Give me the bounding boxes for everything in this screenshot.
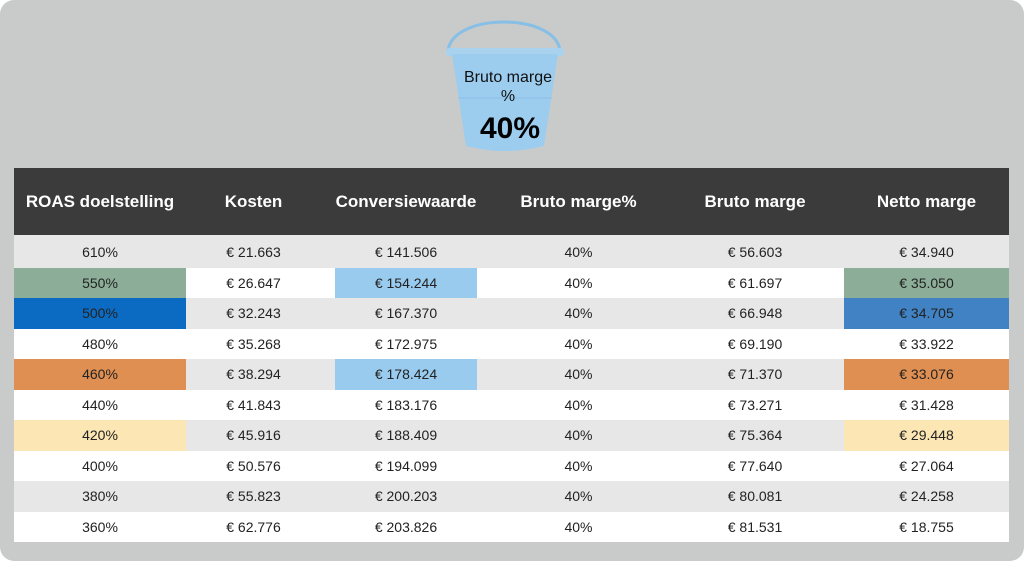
cell-text: € 29.448 bbox=[899, 427, 954, 443]
cell-kosten bbox=[186, 451, 321, 482]
cell-bruto-marge bbox=[666, 451, 844, 482]
cell-bruto-marge bbox=[666, 420, 844, 451]
cell-bruto-marge-pct bbox=[491, 390, 666, 421]
cell-text: € 203.826 bbox=[374, 518, 438, 535]
cell-kosten bbox=[186, 268, 321, 299]
cell-kosten bbox=[186, 512, 321, 543]
cell-conversiewaarde bbox=[321, 451, 491, 482]
cell-netto-marge bbox=[844, 390, 1009, 421]
cell-roas bbox=[14, 390, 186, 421]
cell-roas bbox=[14, 481, 186, 512]
cell-roas bbox=[14, 420, 186, 451]
cell-text: € 167.370 bbox=[374, 305, 438, 321]
cell-kosten bbox=[186, 390, 321, 421]
cell-text: € 31.428 bbox=[899, 396, 954, 413]
cell-kosten bbox=[186, 359, 321, 390]
cell-text: € 18.755 bbox=[899, 518, 954, 535]
header-conversiewaarde: Conversiewaarde bbox=[335, 192, 477, 211]
cell-text: 40% bbox=[564, 305, 593, 321]
cell-conversiewaarde bbox=[321, 420, 491, 451]
cell-netto-marge bbox=[844, 268, 1009, 299]
cell-bruto-marge bbox=[666, 390, 844, 421]
cell-text: € 200.203 bbox=[374, 488, 438, 504]
cell-bruto-marge-pct bbox=[491, 359, 666, 390]
cell-text: 360% bbox=[82, 518, 118, 535]
cell-conversiewaarde bbox=[321, 237, 491, 268]
bucket-value: 40% bbox=[479, 112, 541, 145]
table-row bbox=[14, 359, 1009, 390]
cell-text: € 69.190 bbox=[727, 335, 783, 352]
cell-roas bbox=[14, 359, 186, 390]
cell-kosten bbox=[186, 298, 321, 329]
cell-text: € 66.948 bbox=[727, 305, 783, 321]
cell-text: 480% bbox=[82, 335, 118, 352]
cell-text: € 75.364 bbox=[727, 427, 783, 443]
cell-netto-marge bbox=[844, 329, 1009, 360]
cell-text: € 172.975 bbox=[374, 335, 438, 352]
header-netto-marge: Netto marge bbox=[876, 192, 977, 211]
cell-bruto-marge bbox=[666, 298, 844, 329]
cell-text: 550% bbox=[82, 274, 118, 291]
cell-bruto-marge-pct bbox=[491, 237, 666, 268]
table-row bbox=[14, 268, 1009, 299]
bucket-graphic bbox=[440, 8, 570, 156]
cell-text: € 194.099 bbox=[374, 457, 438, 474]
cell-text: € 32.243 bbox=[226, 305, 281, 321]
bucket-label: Bruto marge % bbox=[463, 69, 553, 105]
cell-roas bbox=[14, 298, 186, 329]
cell-conversiewaarde bbox=[321, 268, 491, 299]
roas-table bbox=[14, 168, 1009, 542]
cell-conversiewaarde bbox=[321, 512, 491, 543]
cell-kosten bbox=[186, 420, 321, 451]
cell-text: € 34.705 bbox=[899, 305, 954, 321]
cell-text: € 178.424 bbox=[374, 366, 438, 382]
cell-bruto-marge bbox=[666, 512, 844, 543]
cell-text: 420% bbox=[82, 427, 118, 443]
cell-text: € 50.576 bbox=[226, 457, 281, 474]
table-row bbox=[14, 237, 1009, 268]
cell-netto-marge bbox=[844, 451, 1009, 482]
cell-netto-marge bbox=[844, 298, 1009, 329]
cell-conversiewaarde bbox=[321, 329, 491, 360]
cell-bruto-marge-pct bbox=[491, 268, 666, 299]
cell-text: 40% bbox=[564, 427, 593, 443]
table-body bbox=[14, 237, 1009, 542]
cell-text: 40% bbox=[564, 335, 593, 352]
header-bruto-marge: Bruto marge bbox=[704, 192, 806, 211]
cell-bruto-marge-pct bbox=[491, 512, 666, 543]
cell-kosten bbox=[186, 329, 321, 360]
cell-text: € 154.244 bbox=[374, 274, 438, 291]
cell-roas bbox=[14, 451, 186, 482]
cell-text: € 35.050 bbox=[899, 274, 954, 291]
table-row bbox=[14, 329, 1009, 360]
cell-bruto-marge-pct bbox=[491, 481, 666, 512]
cell-bruto-marge-pct bbox=[491, 298, 666, 329]
cell-text: 400% bbox=[82, 457, 118, 474]
cell-text: € 24.258 bbox=[899, 488, 954, 504]
cell-bruto-marge-pct bbox=[491, 451, 666, 482]
cell-netto-marge bbox=[844, 512, 1009, 543]
cell-bruto-marge-pct bbox=[491, 420, 666, 451]
cell-netto-marge bbox=[844, 420, 1009, 451]
table-row bbox=[14, 298, 1009, 329]
cell-text: € 33.922 bbox=[899, 335, 954, 352]
table-row bbox=[14, 481, 1009, 512]
cell-text: € 38.294 bbox=[226, 366, 281, 382]
table-header bbox=[14, 168, 1009, 235]
cell-text: 40% bbox=[564, 457, 593, 474]
cell-netto-marge bbox=[844, 237, 1009, 268]
cell-text: € 35.268 bbox=[226, 335, 281, 352]
cell-bruto-marge bbox=[666, 268, 844, 299]
cell-text: 40% bbox=[564, 488, 593, 504]
cell-text: € 61.697 bbox=[727, 274, 783, 291]
cell-kosten bbox=[186, 237, 321, 268]
cell-text: € 188.409 bbox=[374, 427, 438, 443]
table-row bbox=[14, 451, 1009, 482]
cell-text: € 80.081 bbox=[727, 488, 783, 504]
cell-conversiewaarde bbox=[321, 481, 491, 512]
cell-text: € 81.531 bbox=[727, 518, 783, 535]
cell-text: € 27.064 bbox=[899, 457, 954, 474]
cell-conversiewaarde bbox=[321, 359, 491, 390]
cell-bruto-marge bbox=[666, 359, 844, 390]
cell-text: € 26.647 bbox=[226, 274, 281, 291]
header-roas: ROAS doelstelling bbox=[25, 192, 175, 211]
cell-netto-marge bbox=[844, 359, 1009, 390]
header-bruto-marge-pct: Bruto marge% bbox=[520, 192, 637, 211]
cell-text: 40% bbox=[564, 274, 593, 291]
cell-conversiewaarde bbox=[321, 390, 491, 421]
cell-bruto-marge bbox=[666, 481, 844, 512]
cell-text: € 34.940 bbox=[899, 244, 954, 260]
cell-text: € 73.271 bbox=[727, 396, 783, 413]
cell-roas bbox=[14, 329, 186, 360]
cell-conversiewaarde bbox=[321, 298, 491, 329]
cell-text: 610% bbox=[82, 244, 118, 260]
cell-text: 40% bbox=[564, 366, 593, 382]
cell-roas bbox=[14, 237, 186, 268]
cell-text: € 41.843 bbox=[226, 396, 281, 413]
cell-text: € 183.176 bbox=[374, 396, 438, 413]
cell-text: € 62.776 bbox=[226, 518, 281, 535]
cell-bruto-marge bbox=[666, 237, 844, 268]
cell-netto-marge bbox=[844, 481, 1009, 512]
cell-text: € 77.640 bbox=[727, 457, 783, 474]
cell-text: € 45.916 bbox=[226, 427, 281, 443]
cell-roas bbox=[14, 512, 186, 543]
cell-bruto-marge bbox=[666, 329, 844, 360]
cell-text: 460% bbox=[82, 366, 118, 382]
table-row bbox=[14, 420, 1009, 451]
cell-text: 40% bbox=[564, 518, 593, 535]
cell-roas bbox=[14, 268, 186, 299]
cell-kosten bbox=[186, 481, 321, 512]
cell-text: € 55.823 bbox=[226, 488, 281, 504]
cell-text: € 141.506 bbox=[374, 244, 438, 260]
cell-text: € 56.603 bbox=[727, 244, 783, 260]
cell-text: € 33.076 bbox=[899, 366, 954, 382]
cell-text: € 71.370 bbox=[727, 366, 783, 382]
header-kosten: Kosten bbox=[224, 192, 283, 211]
table-row bbox=[14, 390, 1009, 421]
cell-text: 40% bbox=[564, 396, 593, 413]
cell-text: 500% bbox=[82, 305, 118, 321]
cell-text: € 21.663 bbox=[226, 244, 281, 260]
table-row bbox=[14, 512, 1009, 543]
cell-text: 440% bbox=[82, 396, 118, 413]
cell-bruto-marge-pct bbox=[491, 329, 666, 360]
cell-text: 380% bbox=[82, 488, 118, 504]
cell-text: 40% bbox=[564, 244, 593, 260]
